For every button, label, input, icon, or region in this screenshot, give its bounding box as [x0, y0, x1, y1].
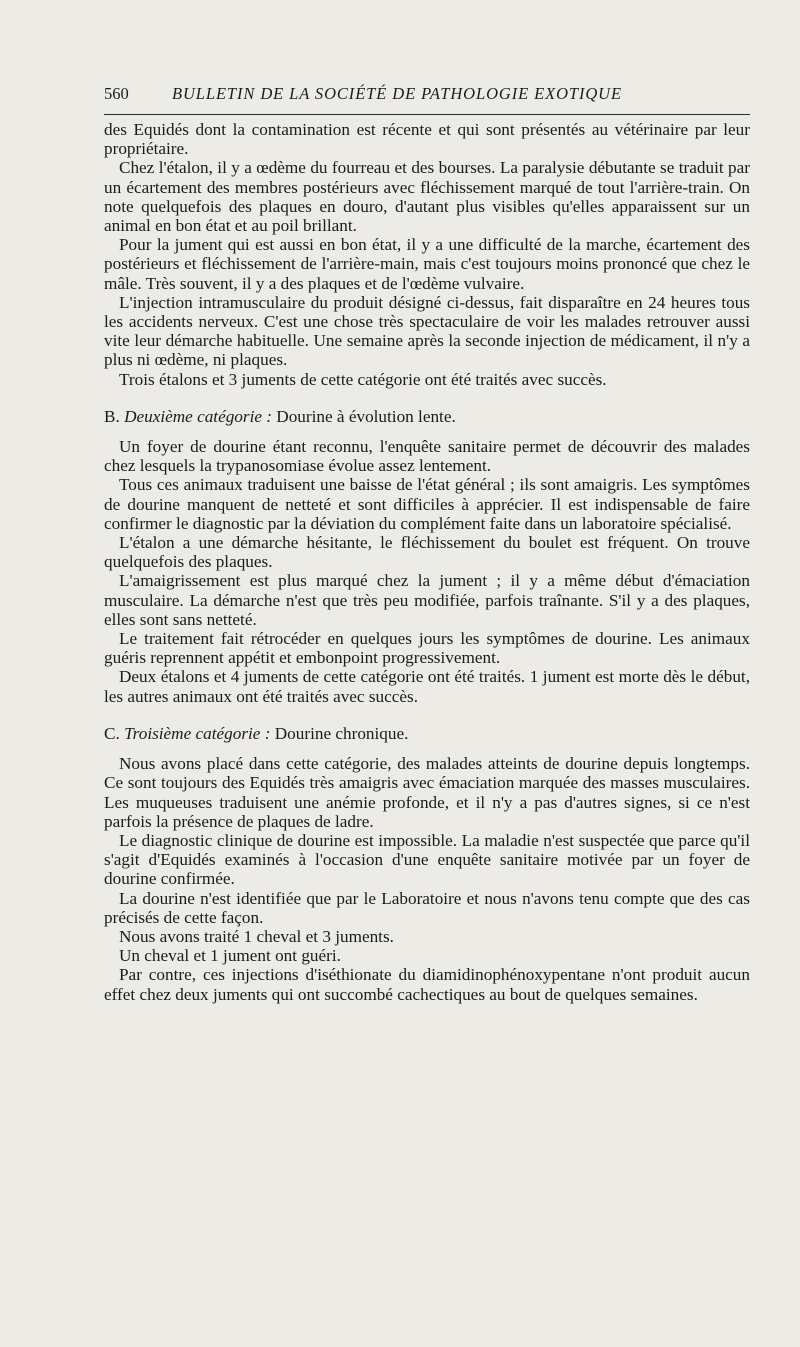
paragraph-treatment: Le traitement fait rétrocéder en quelques jours les symptômes de dourine. Les animaux guéris reprennent appétit et embonpoint progressivement.	[104, 629, 750, 668]
paragraph-injection: L'injection intramusculaire du produit désigné ci-dessus, fait disparaître en 24 heures tous les accidents nerveux. C'est une chose très spectaculaire de voir les malades retrouver aussi vite leur démarche habituelle. Une semaine après la seconde injection de médicament, il n'y a plus ni œdème, ni plaques.	[104, 292, 750, 370]
paragraph-results-b: Deux étalons et 4 juments de cette catégorie ont été traités. 1 jument est morte dès le début, les autres animaux ont été traités avec succès.	[104, 667, 750, 706]
paragraph-failures: Par contre, ces injections d'iséthionate du diamidinophénoxypentane n'ont produit aucun effet chez deux juments qui ont succombé cachectiques au bout de quelques semaines.	[104, 965, 750, 1004]
section-heading-b	[104, 407, 750, 426]
paragraph-treated: Nous avons traité 1 cheval et 3 juments.	[119, 926, 394, 946]
paragraph-outbreak: Un foyer de dourine étant reconnu, l'enquête sanitaire permet de découvrir des malades chez lesquels la trypanosomiase évolue assez lentement.	[104, 437, 750, 476]
paragraph-stallion-gait: L'étalon a une démarche hésitante, le fléchissement du boulet est fréquent. On trouve quelquefois des plaques.	[104, 533, 750, 572]
section-b-title: Deuxième catégorie :	[124, 406, 272, 426]
paragraph-laboratory: La dourine n'est identifiée que par le Laboratoire et nous n'avons tenu compte que des cas précisés de cette façon.	[104, 888, 750, 927]
paragraph-chronic-cases: Nous avons placé dans cette catégorie, des malades atteints de dourine depuis longtemps. Ce sont toujours des Equidés très amaigris avec émaciation marquée des masses musculaires. Les muqueuses traduisent une anémie profonde, et il n'y a pas d'autres signes, si ce n'est parfois la présence de plaques de ladre.	[104, 754, 750, 831]
paragraph-continuation: des Equidés dont la contamination est récente et qui sont présentés au vétérinaire par leur propriétaire.	[104, 120, 750, 159]
paragraph-general-state: Tous ces animaux traduisent une baisse de l'état général ; ils sont amaigris. Les symptômes de dourine manquent de netteté et sont difficiles à apprécier. Il est indispensable de faire confirmer le diagnostic par la déviation du complément faite dans un laboratoire spécialisé.	[104, 475, 750, 533]
paragraph-diagnosis: Le diagnostic clinique de dourine est impossible. La maladie n'est suspectée que parce qu'il s'agit d'Equidés examinés à l'occasion d'une enquête sanitaire motivée par un foyer de dourine confirmée.	[104, 830, 750, 889]
section-c-letter: C.	[104, 723, 120, 743]
paragraph-cured: Un cheval et 1 jument ont guéri.	[119, 946, 341, 966]
section-c-subtitle: Dourine chronique.	[274, 723, 409, 743]
section-heading-c	[104, 724, 750, 743]
page-number: 560	[104, 84, 129, 103]
page-header	[104, 84, 750, 106]
section-c-title: Troisième catégorie :	[124, 723, 271, 743]
paragraph-mare-emaciation: L'amaigrissement est plus marqué chez la jument ; il y a même début d'émaciation musculaire. La démarche n'est que très peu modifiée, parfois traînante. S'il y a des plaques, elles sont sans netteté.	[104, 571, 750, 629]
section-b-subtitle: Dourine à évolution lente.	[276, 406, 456, 426]
paragraph-mare-symptoms: Pour la jument qui est aussi en bon état, il y a une difficulté de la marche, écartement des postérieurs et fléchissement de l'arrière-main, mais c'est toujours moins prononcé que chez le mâle. Très souvent, il y a des plaques et de l'œdème vulvaire.	[104, 235, 750, 293]
section-b-letter: B.	[104, 406, 120, 426]
header-rule	[104, 114, 750, 115]
paragraph-results-a: Trois étalons et 3 juments de cette catégorie ont été traités avec succès.	[119, 369, 607, 389]
running-title: BULLETIN DE LA SOCIÉTÉ DE PATHOLOGIE EXOTIQUE	[172, 84, 622, 103]
paragraph-stallion-symptoms: Chez l'étalon, il y a œdème du fourreau et des bourses. La paralysie débutante se traduit par un écartement des membres postérieurs avec fléchissement marqué de tout l'arrière-train. On note quelquefois des plaques en douro, d'autant plus visibles qu'elles apparaissent sur un animal en bon état et au poil brillant.	[104, 158, 750, 236]
article-body	[104, 120, 750, 1004]
